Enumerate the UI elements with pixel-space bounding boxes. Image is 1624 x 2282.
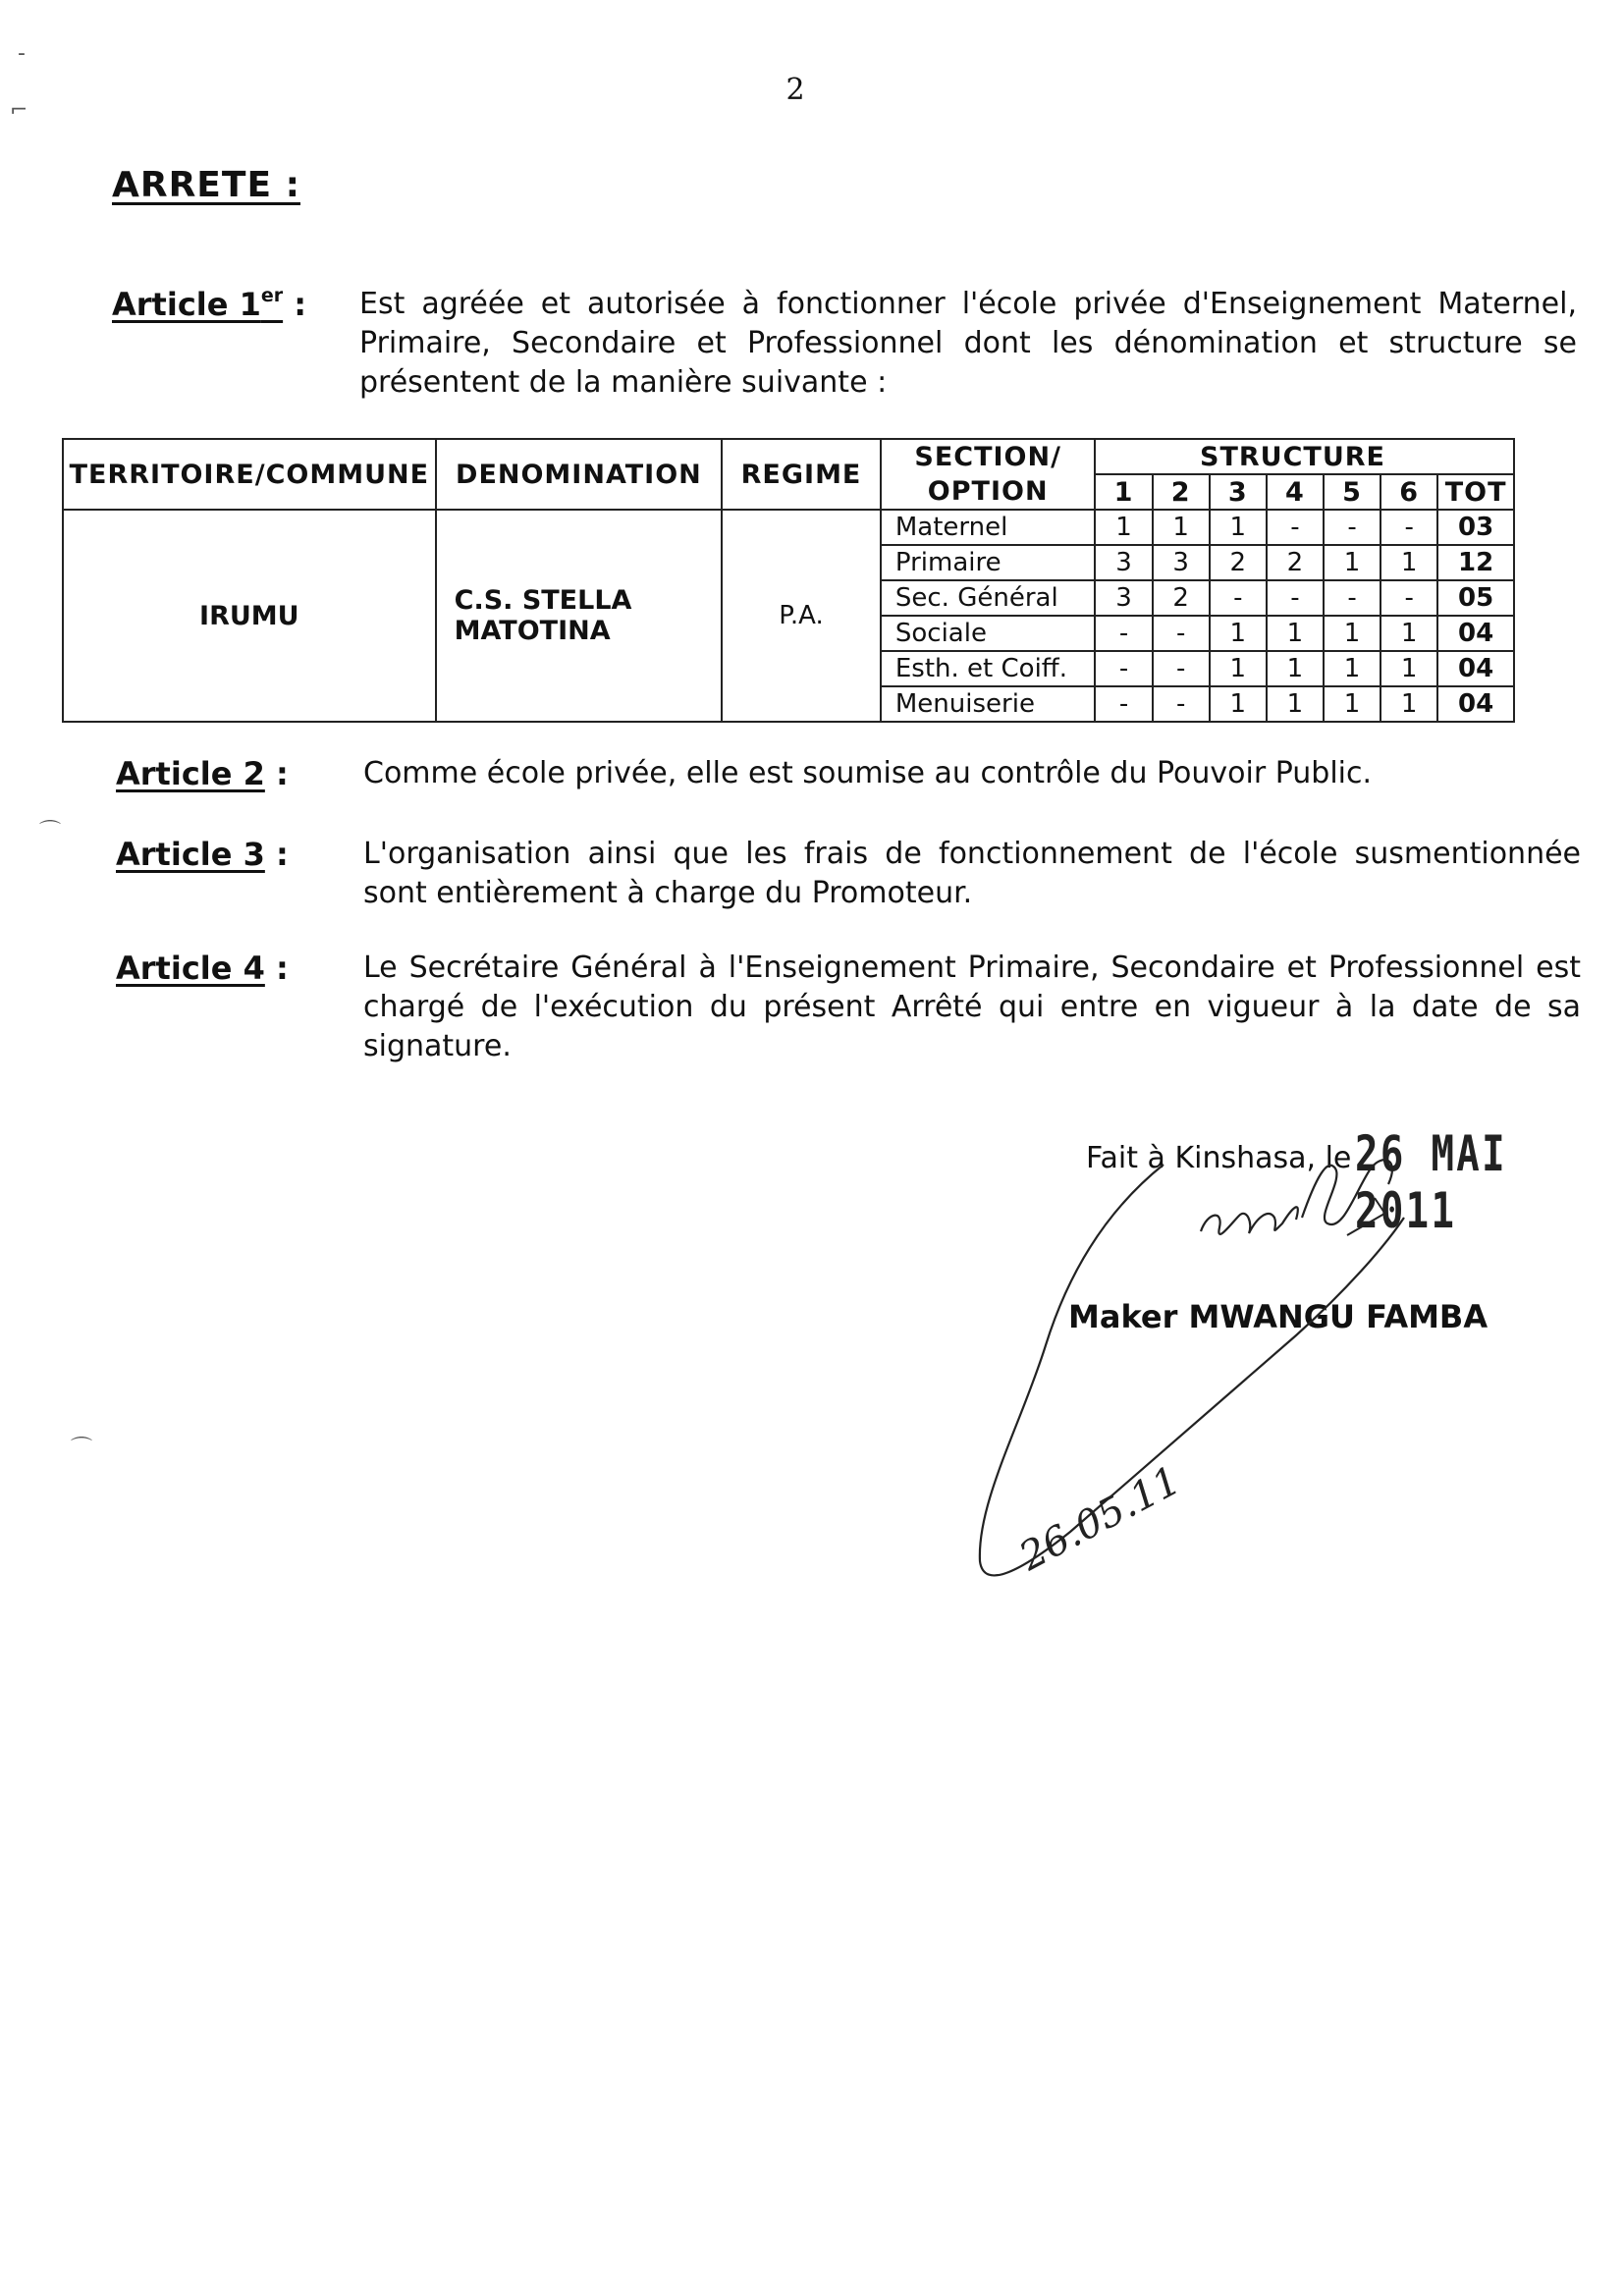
cell-value: 3 — [1095, 545, 1152, 580]
cell-total: 05 — [1437, 580, 1514, 616]
cell-value: 1 — [1380, 545, 1437, 580]
margin-mark: ⌐ — [10, 98, 28, 123]
article-label-text: Article 2 — [116, 755, 265, 792]
cell-regime: P.A. — [722, 510, 881, 722]
denomination-line: C.S. STELLA — [454, 585, 632, 616]
cell-value: - — [1095, 616, 1152, 651]
cell-value: 2 — [1267, 545, 1324, 580]
header-year: 3 — [1210, 474, 1267, 510]
cell-value: - — [1153, 616, 1210, 651]
article-label — [116, 754, 352, 793]
cell-value: 1 — [1210, 651, 1267, 686]
cell-total: 04 — [1437, 651, 1514, 686]
cell-section: Sociale — [881, 616, 1096, 651]
article-label-text: Article 4 — [116, 950, 265, 987]
article-text: Comme école privée, elle est soumise au contrôle du Pouvoir Public. — [363, 756, 1373, 790]
denomination-line: MATOTINA — [454, 616, 611, 646]
article-3 — [116, 835, 1581, 913]
cell-value: - — [1324, 510, 1380, 545]
cell-total: 03 — [1437, 510, 1514, 545]
margin-mark: ⌒ — [71, 1437, 93, 1461]
cell-value: - — [1380, 580, 1437, 616]
header-structure: STRUCTURE — [1095, 439, 1514, 474]
cell-value: 1 — [1210, 616, 1267, 651]
cell-value: 3 — [1153, 545, 1210, 580]
table-header-row — [63, 439, 1514, 474]
cell-value: - — [1210, 580, 1267, 616]
article-text: L'organisation ainsi que les frais de fonctionnement de l'école susmentionnée sont entièrement à charge du Promoteur. — [363, 837, 1581, 910]
cell-total: 04 — [1437, 616, 1514, 651]
cell-value: - — [1095, 651, 1152, 686]
cell-territoire: IRUMU — [63, 510, 436, 722]
cell-value: 1 — [1380, 686, 1437, 722]
header-year: 5 — [1324, 474, 1380, 510]
date-stamp: 26 MAI 2011 — [1355, 1125, 1507, 1239]
cell-value: 2 — [1210, 545, 1267, 580]
cell-value: 2 — [1153, 580, 1210, 616]
cell-value: 1 — [1380, 616, 1437, 651]
cell-value: - — [1267, 510, 1324, 545]
header-year: 4 — [1267, 474, 1324, 510]
cell-value: - — [1380, 510, 1437, 545]
signer-name: Maker MWANGU FAMBA — [1068, 1298, 1489, 1335]
header-territoire: TERRITOIRE/COMMUNE — [63, 439, 436, 510]
cell-value: - — [1153, 651, 1210, 686]
handwritten-signature — [962, 1129, 1512, 1601]
page-number: 2 — [785, 73, 805, 107]
header-year: 1 — [1095, 474, 1152, 510]
cell-value: 1 — [1267, 616, 1324, 651]
cell-section: Primaire — [881, 545, 1096, 580]
header-denomination: DENOMINATION — [436, 439, 723, 510]
article-label-text: Article 1 — [112, 286, 261, 323]
cell-value: - — [1153, 686, 1210, 722]
cell-value: 1 — [1095, 510, 1152, 545]
cell-value: 1 — [1324, 651, 1380, 686]
structure-table — [62, 438, 1515, 723]
article-2 — [116, 754, 1471, 793]
place-date: Fait à Kinshasa, le — [1086, 1141, 1352, 1175]
article-label-colon: : — [264, 836, 289, 873]
decree-heading: ARRETE : — [112, 165, 300, 205]
cell-value: - — [1324, 580, 1380, 616]
cell-value: 1 — [1267, 651, 1324, 686]
article-label-sup: er — [260, 285, 284, 306]
header-total: TOT — [1437, 474, 1514, 510]
cell-value: 1 — [1324, 545, 1380, 580]
article-label — [112, 285, 348, 324]
cell-value: - — [1267, 580, 1324, 616]
article-label-colon: : — [283, 286, 307, 323]
header-year: 2 — [1153, 474, 1210, 510]
cell-value: 1 — [1210, 510, 1267, 545]
cell-section: Sec. Général — [881, 580, 1096, 616]
article-text: Est agréée et autorisée à fonctionner l'école privée d'Enseignement Maternel, Primaire, Secondaire et Professionnel dont les dénomination et structure se présentent de la manière suivante : — [359, 287, 1577, 400]
cell-total: 04 — [1437, 686, 1514, 722]
header-year: 6 — [1380, 474, 1437, 510]
cell-value: 1 — [1153, 510, 1210, 545]
cell-value: - — [1095, 686, 1152, 722]
margin-mark: - — [18, 41, 26, 66]
cell-value: 1 — [1210, 686, 1267, 722]
cell-value: 1 — [1324, 686, 1380, 722]
cell-value: 1 — [1267, 686, 1324, 722]
cell-denomination — [436, 510, 723, 722]
cell-value: 3 — [1095, 580, 1152, 616]
table-row — [63, 510, 1514, 545]
article-label — [116, 835, 352, 874]
header-section-line1: SECTION/ — [881, 439, 1096, 474]
article-4 — [116, 949, 1581, 1066]
margin-mark: ⌒ — [39, 820, 62, 844]
header-section-line2: OPTION — [881, 474, 1096, 510]
article-label-text: Article 3 — [116, 836, 265, 873]
article-label — [116, 949, 352, 988]
article-label-colon: : — [264, 755, 289, 792]
cell-section: Menuiserie — [881, 686, 1096, 722]
header-regime: REGIME — [722, 439, 881, 510]
cell-section: Esth. et Coiff. — [881, 651, 1096, 686]
cell-section: Maternel — [881, 510, 1096, 545]
article-label-colon: : — [264, 950, 289, 987]
cell-value: 1 — [1324, 616, 1380, 651]
article-text: Le Secrétaire Général à l'Enseignement Primaire, Secondaire et Professionnel est chargé de l'exécution du présent Arrêté qui entre en vigueur à la date de sa signature. — [363, 951, 1581, 1063]
handwritten-date: 26.05.11 — [1012, 1457, 1188, 1580]
cell-total: 12 — [1437, 545, 1514, 580]
article-1 — [112, 285, 1577, 403]
cell-value: 1 — [1380, 651, 1437, 686]
